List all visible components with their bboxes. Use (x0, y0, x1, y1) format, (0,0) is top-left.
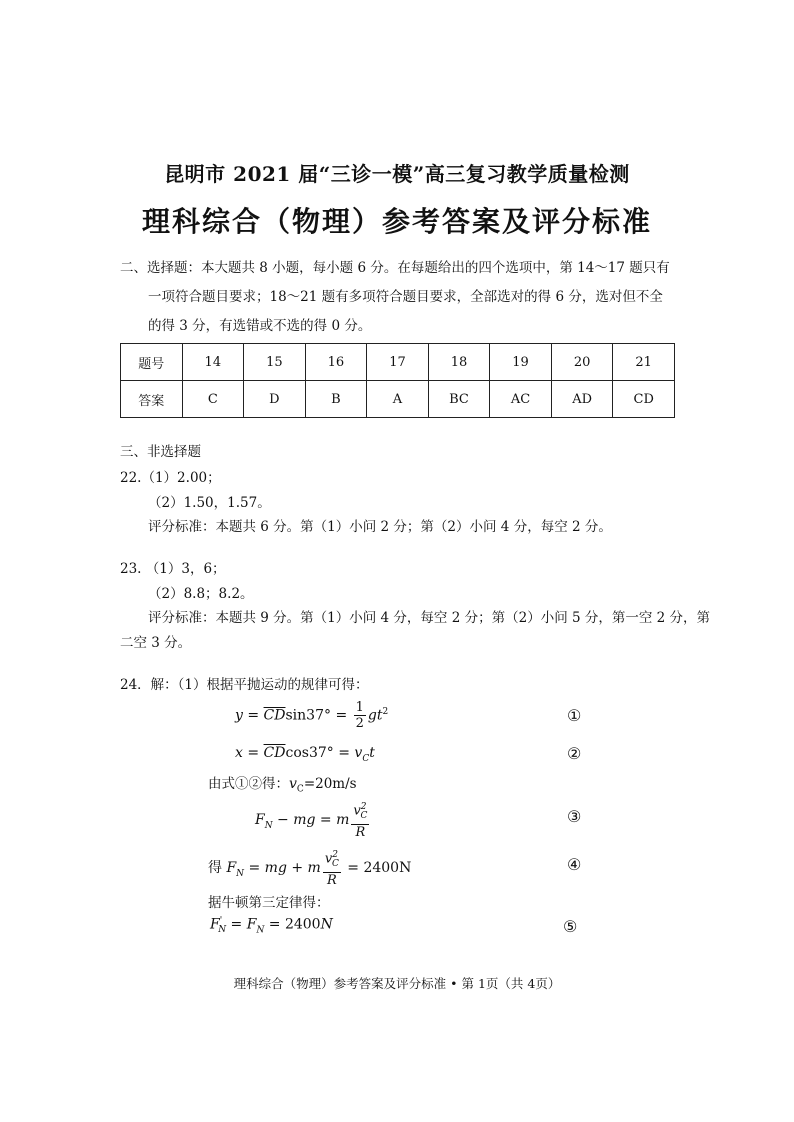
question-number-cell: 21 (613, 344, 675, 381)
question-number-cell: 20 (551, 344, 613, 381)
section2-line1: 二、选择题：本大题共 8 小题，每小题 6 分。在每题给出的四个选项中，第 14～17 题只有 (120, 260, 670, 276)
q23-scoring-line1: 评分标准：本题共 9 分。第（1）小问 4 分，每空 2 分；第（2）小问 5 分，第一空 2 分，第 (148, 610, 711, 626)
q23-scoring-line2: 二空 3 分。 (120, 635, 192, 651)
answer-cell: BC (428, 381, 490, 418)
derive-velocity-subscript: C (296, 784, 304, 795)
answer-cell: AC (490, 381, 552, 418)
q22-line1: 22.（1）2.00； (120, 470, 221, 486)
table-row-numbers (121, 344, 675, 381)
newton-third-law-text: 据牛顿第三定律得： (208, 895, 330, 911)
table-row-answers (121, 381, 675, 418)
question-number-cell: 15 (244, 344, 306, 381)
answer-cell: B (305, 381, 367, 418)
section2-line2: 一项符合题目要求；18～21 题有多项符合题目要求，全部选对的得 6 分，选对但不全 (148, 289, 663, 305)
answer-cell: C (182, 381, 244, 418)
equation-5: $F'_N = F_N = 2400N$ (210, 916, 333, 936)
question-number-cell: 14 (182, 344, 244, 381)
equation-3: $F_N$ − mg = m $\frac{v^2_C}{R}$ (255, 802, 368, 840)
derive-text: 由式①②得： (208, 776, 289, 792)
equation-2: $x = \overline{CD}\cos 37^\circ = v_Ct$ (235, 745, 375, 764)
answer-cell: CD (613, 381, 675, 418)
equation-label-3: ③ (567, 807, 582, 826)
section2-line3: 的得 3 分，有选错或不选的得 0 分。 (148, 318, 372, 334)
q24-intro: 24．解：（1）根据平抛运动的规律可得： (120, 677, 369, 693)
answer-key-title: 理科综合（物理）参考答案及评分标准 (141, 205, 652, 238)
answer-cell: A (367, 381, 429, 418)
answer-cell: D (244, 381, 306, 418)
page-footer: 理科综合（物理）参考答案及评分标准 • 第 1页（共 4页） (233, 976, 561, 991)
q22-line2: （2）1.50，1.57。 (148, 495, 271, 511)
q23-line1: 23. （1）3，6； (120, 561, 226, 577)
question-number-cell: 17 (367, 344, 429, 381)
derive-value: =20m/s (303, 776, 357, 792)
question-number-cell: 19 (490, 344, 552, 381)
equation-4: 得 $F_N$ = mg + m $\frac{v^2_C}{R}$ = 2400N (208, 850, 412, 888)
section3-heading: 三、非选择题 (120, 444, 201, 460)
q23-line2: （2）8.8；8.2。 (148, 586, 254, 602)
q22-scoring: 评分标准：本题共 6 分。第（1）小问 2 分；第（2）小问 4 分，每空 2 分。 (148, 519, 612, 535)
question-number-cell: 16 (305, 344, 367, 381)
answer-cell: AD (551, 381, 613, 418)
table-header-cell: 答案 (121, 381, 183, 418)
equation-label-1: ① (567, 706, 582, 725)
table-header-cell: 题号 (121, 344, 183, 381)
equation-label-5: ⑤ (563, 917, 578, 936)
derive-velocity-symbol: v (289, 776, 297, 792)
exam-title: 昆明市 2021 届“三诊一模”高三复习教学质量检测 (164, 162, 630, 186)
equation-label-4: ④ (567, 855, 582, 874)
equation-1: $y = \overline{CD}\sin 37^\circ$ = $\frac{1}{2}$ $gt^2$ (235, 700, 389, 731)
question-number-cell: 18 (428, 344, 490, 381)
equation-label-2: ② (567, 744, 582, 763)
answer-table (120, 343, 675, 418)
derive-line (208, 772, 357, 795)
